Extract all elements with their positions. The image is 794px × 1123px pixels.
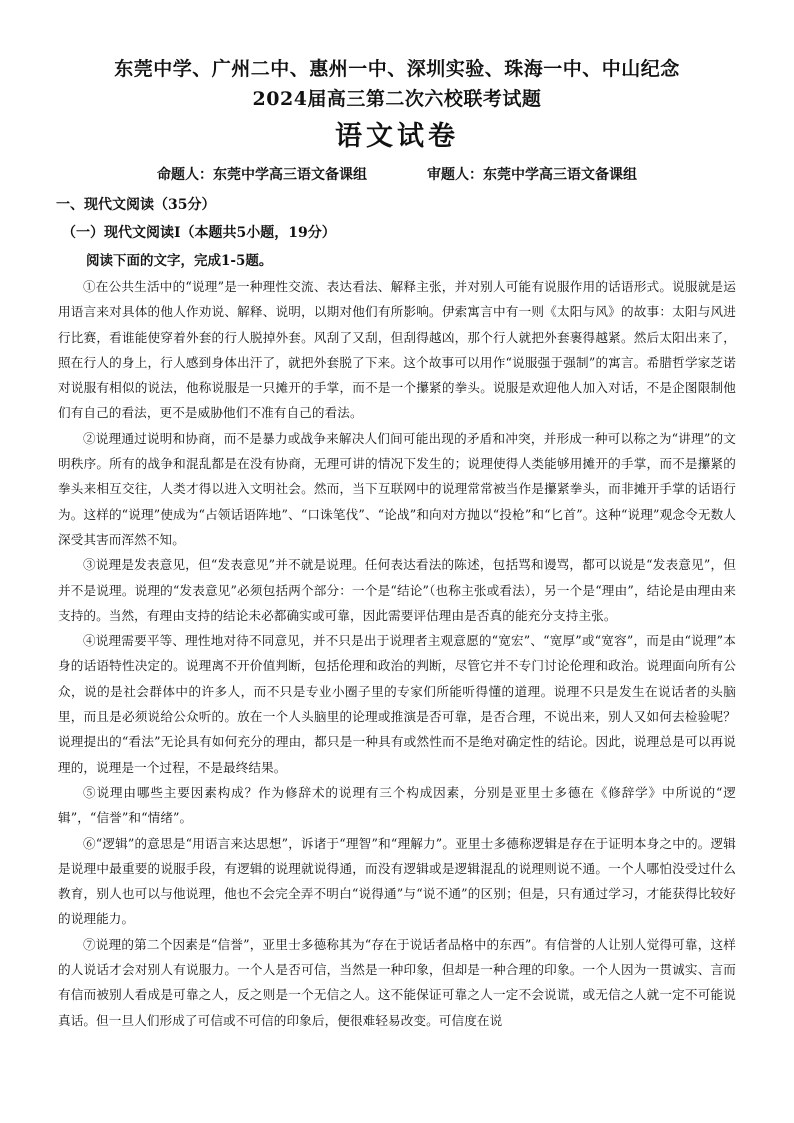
subsection-heading: （一）现代文阅读Ⅰ（本题共5小题，19分） (62, 225, 336, 241)
passage-body (58, 274, 736, 1033)
subject-title: 语文试卷 (335, 121, 459, 152)
paragraph-6: ⑥“逻辑”的意思是“用语言来达思想”，诉诸于“理智”和“理解力”。亚里士多德称逻辑是存在于证明本身之中的。逻辑是说理中最重要的说服手段，有逻辑的说理就说得通，而没有逻辑或是逻辑混乱的说理则说不通。一个人哪怕没受过什么教育，别人也可以与他说理，他也不会完全弄不明白“说得通”与“说不通”的区别；但是，只有通过学习，才能获得比较好的说理能力。 (58, 835, 736, 927)
paragraph-7: ⑦说理的第二个因素是“信誉”，亚里士多德称其为“存在于说话者品格中的东西”。有信誉的人让别人觉得可靠，这样的人说话才会对别人有说服力。一个人是否可信，当然是一种印象，但却是一种合理的印象。一个人因为一贯诚实、言而有信而被别人看成是可靠之人，反之则是一个无信之人。这不能保证可靠之人一定不会说谎，或无信之人就一定不可能说真话。但一旦人们形成了可信或不可信的印象后，便很难轻易改变。可信度在说 (58, 936, 736, 1028)
exam-schools-title: 东莞中学、广州二中、惠州一中、深圳实验、珠海一中、中山纪念 (114, 58, 680, 80)
exam-name-title: 2024届高三第二次六校联考试题 (252, 88, 542, 110)
section-heading: 一、现代文阅读（35分） (56, 197, 216, 213)
paragraph-2: ②说理通过说明和协商，而不是暴力或战争来解决人们间可能出现的矛盾和冲突，并形成一种可以称之为“讲理”的文明秩序。所有的战争和混乱都是在没有协商，无理可讲的情况下发生的；说理使得人类能够用摊开的手掌，而不是攥紧的拳头来相互交往，人类才得以进入文明社会。然而，当下互联网中的说理常常被当作是攥紧拳头，而非摊开手掌的话语行为。这样的“说理”使成为“占领话语阵地”、“口诛笔伐”、“论战”和向对方抛以“投枪”和“匕首”。这种“说理”观念令无数人深受其害而浑然不知。 (58, 430, 736, 547)
question-setter: 命题人：东莞中学高三语文备课组 (157, 167, 367, 183)
paragraph-5: ⑤说理由哪些主要因素构成？作为修辞术的说理有三个构成因素，分别是亚里士多德在《修辞学》中所说的“逻辑”，“信誉”和“情绪”。 (58, 784, 736, 826)
reading-instruction: 阅读下面的文字，完成1-5题。 (86, 253, 273, 269)
paragraph-1: ①在公共生活中的“说理”是一种理性交流、表达看法、解释主张，并对别人可能有说服作用的话语形式。说服就是运用语言来对具体的他人作劝说、解释、说明，以期对他们有所影响。伊索寓言中有一则《太阳与风》的故事：太阳与风进行比赛，看谁能使穿着外套的行人脱掉外套。风刮了又刮，但刮得越凶，那个行人就把外套裹得越紧。然后太阳出来了，照在行人的身上，行人感到身体出汗了，就把外套脱了下来。这个故事可以用作“说服强于强制”的寓言。希腊哲学家芝诺对说服有相似的说法，他称说服是一只摊开的手掌，而不是一个攥紧的拳头。说服是欢迎他人加入对话，不是企图限制他们有自己的看法，更不是威胁他们不准有自己的看法。 (58, 279, 736, 421)
paragraph-4: ④说理需要平等、理性地对待不同意见，并不只是出于说理者主观意愿的“宽宏”、“宽厚”或“宽容”，而是由“说理”本身的话语特性决定的。说理离不开价值判断，包括伦理和政治的判断，尽管它并不专门讨论伦理和政治。说理面向所有公众，说的是社会群体中的许多人，而不只是专业小圈子里的专家们所能听得懂的道理。说理不只是发生在说话者的头脑里，而且是必须说给公众听的。放在一个人头脑里的论理或推演是否可靠，是否合理，不说出来，别人又如何去检验呢？说理提出的“看法”无论具有如何充分的理由，都只是一种具有或然性而不是绝对确定性的结论。因此，说理总是可以再说理的，说理是一个过程，不是最终结果。 (58, 633, 736, 775)
paragraph-3: ③说理是发表意见，但“发表意见”并不就是说理。任何表达看法的陈述，包括骂和谩骂，都可以说是“发表意见”，但并不是说理。说理的“发表意见”必须包括两个部分：一个是“结论”（也称主张或看法），另一个是“理由”，结论是由理由来支持的。当然，有理由支持的结论未必都确实或可靠，因此需要评估理由是否真的能充分支持主张。 (58, 557, 736, 623)
question-reviewer: 审题人：东莞中学高三语文备课组 (427, 167, 637, 183)
authors-line (58, 164, 736, 186)
